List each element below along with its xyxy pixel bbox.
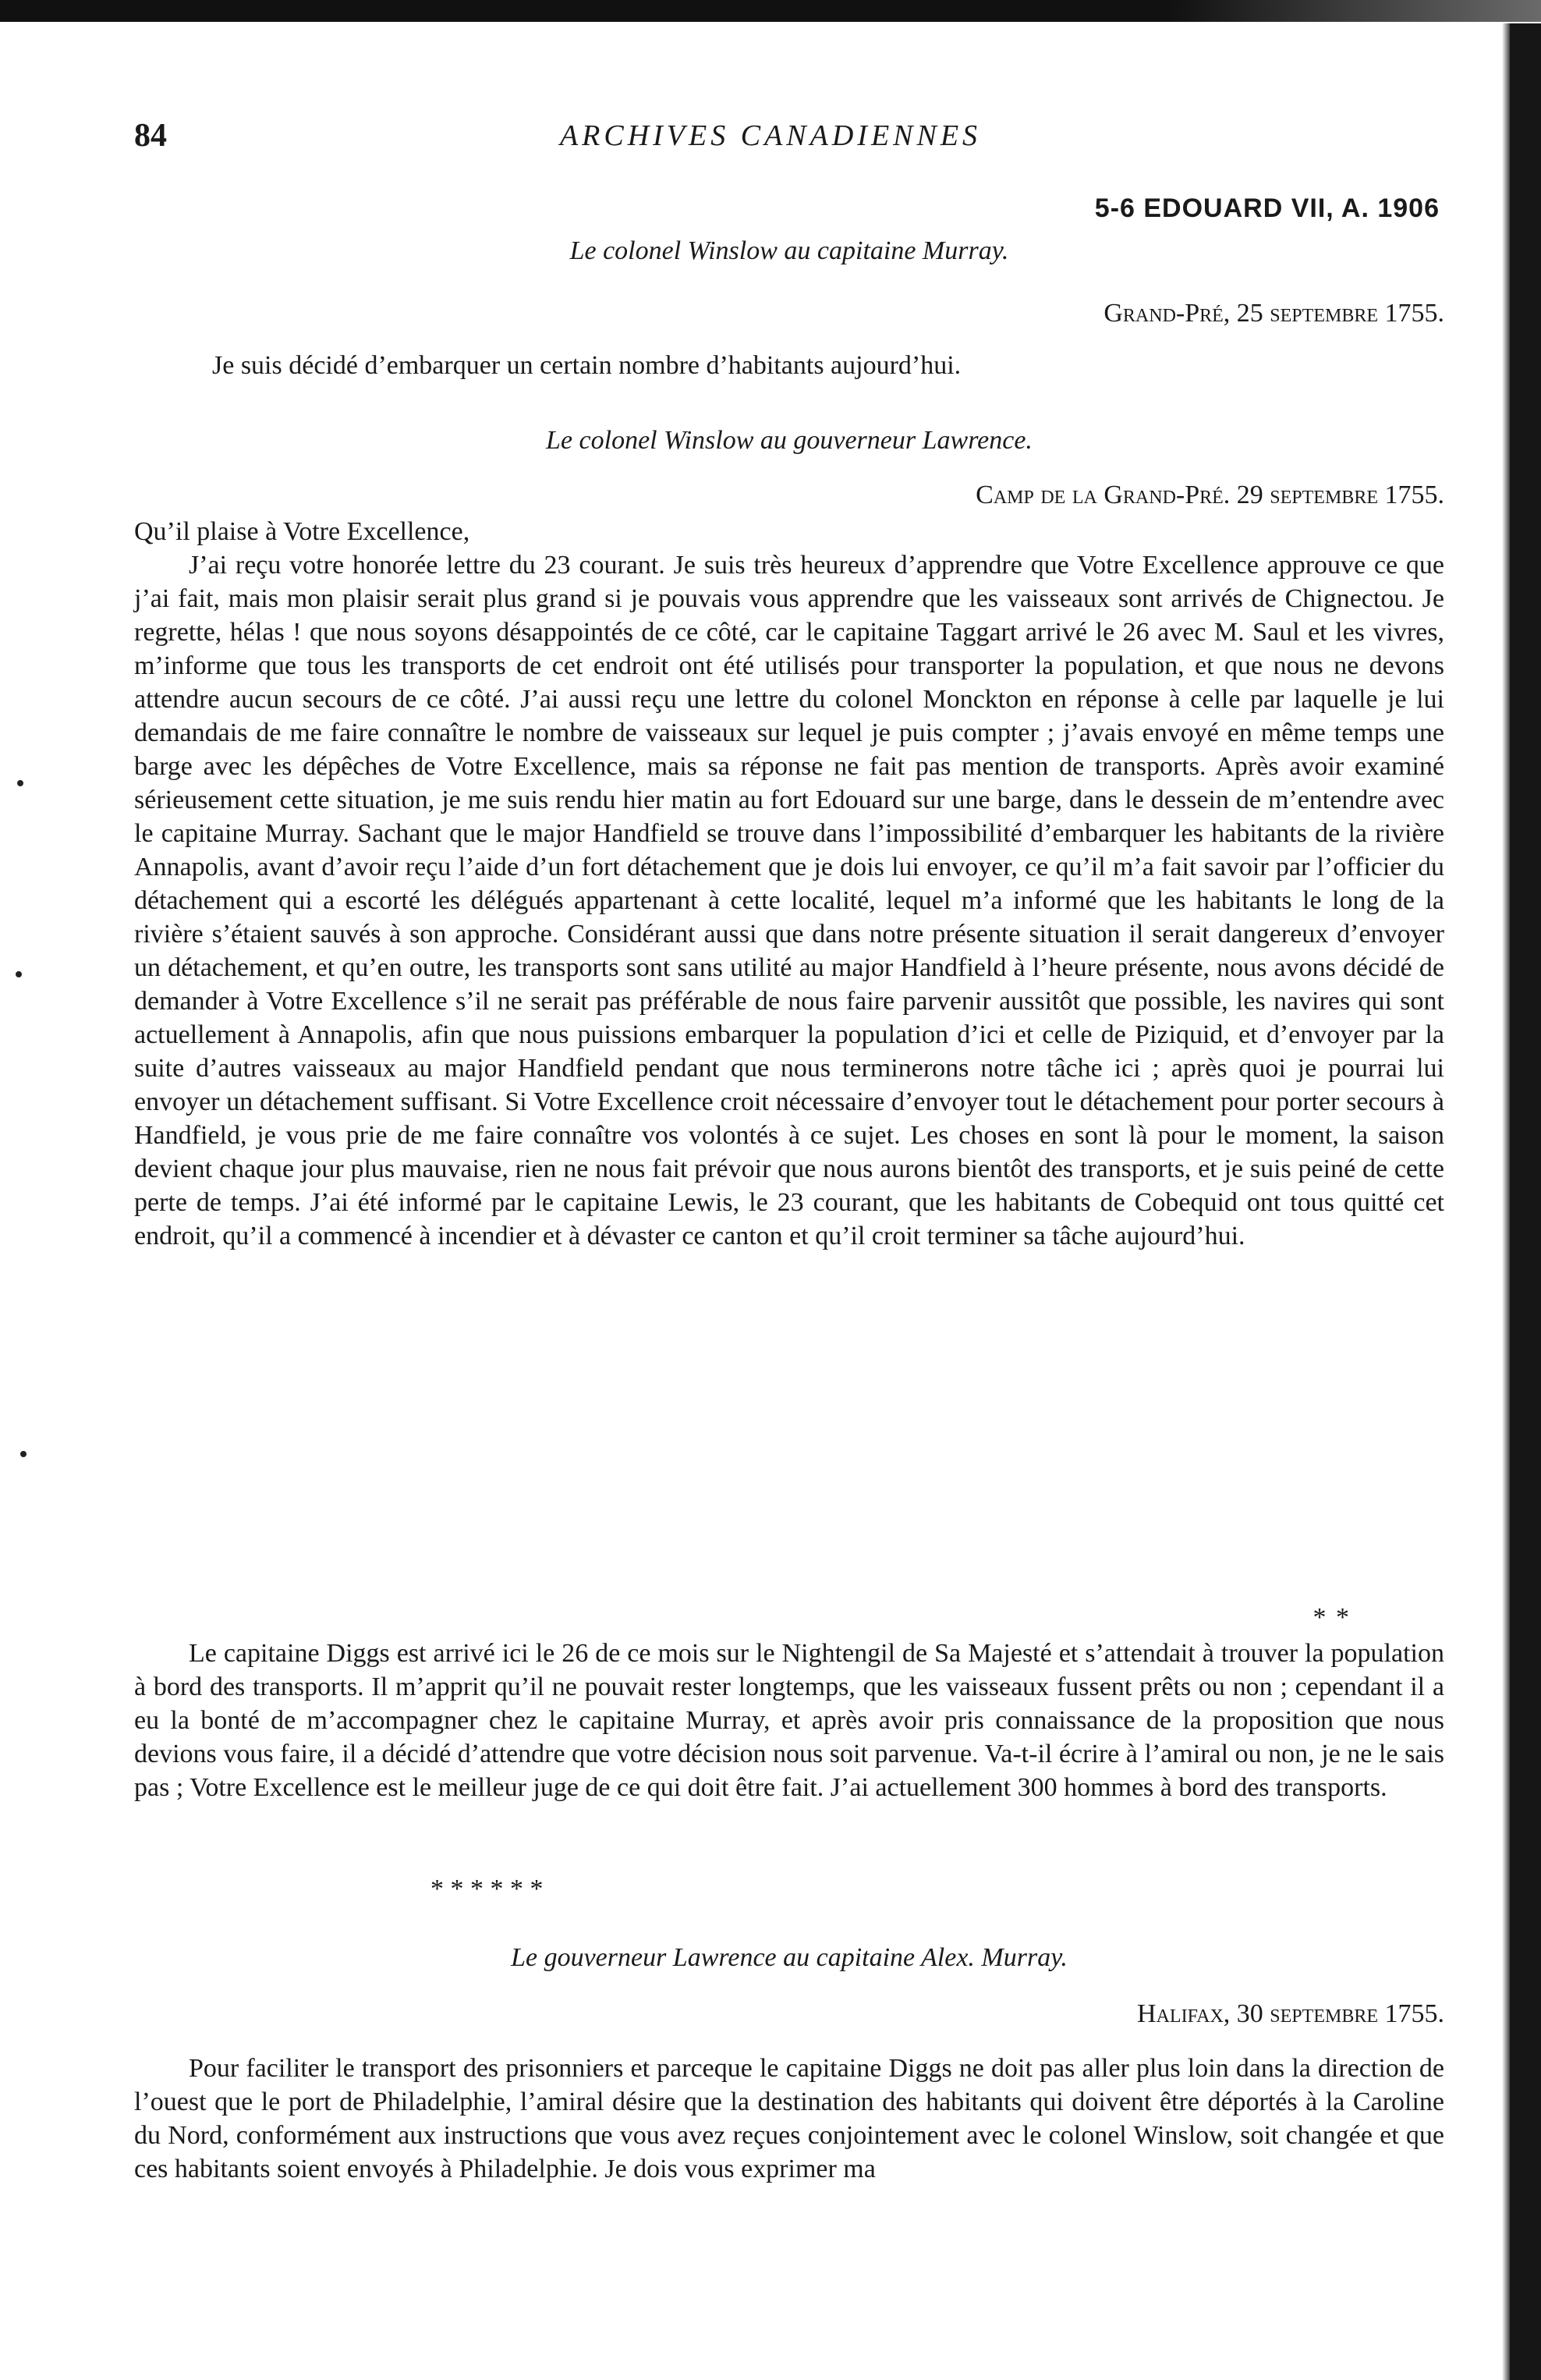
right-scan-shadow xyxy=(1502,23,1510,2380)
margin-speck xyxy=(16,971,22,977)
running-title: ARCHIVES CANADIENNES xyxy=(559,119,982,152)
letter3-heading: Le gouverneur Lawrence au capitaine Alex. Murray. xyxy=(511,1943,1068,1972)
letter3-dateline: Halifax, 30 septembre 1755. xyxy=(1137,1999,1444,2028)
letter1-dateline: Grand-Pré, 25 septembre 1755. xyxy=(1103,299,1444,328)
page-number: 84 xyxy=(134,118,167,154)
letter2-paragraph-2: Le capitaine Diggs est arrivé ici le 26 de ce mois sur le Nightengil de Sa Majesté et s’attendait à trouver la population à bord des transports. Il m’apprit qu’il ne pouvait rester longtemps, que les vaisseaux fussent prêts ou non ; cependant il a eu la bonté de m’accompagner chez le capitaine Murray, et après avoir pris connaissance de la proposition que nous devions vous faire, il a décidé d’attendre que votre décision nous soit parvenue. Va-t-il écrire à l’amiral ou non, je ne le sais pas ; Votre Excellence est le meilleur juge de ce qui doit être fait. J’ai actuellement 300 hommes à bord des transports. xyxy=(134,1639,1444,1802)
letter2-ellipsis-stars-1: * * xyxy=(1313,1603,1351,1632)
letter2-dateline: Camp de la Grand-Pré. 29 septembre 1755. xyxy=(976,481,1444,509)
right-scan-border xyxy=(1510,23,1541,2380)
top-scan-border-fade xyxy=(1170,0,1541,22)
letter1-heading: Le colonel Winslow au capitaine Murray. xyxy=(569,236,1009,265)
session-label: 5-6 EDOUARD VII, A. 1906 xyxy=(1094,193,1440,223)
letter2-salutation: Qu’il plaise à Votre Excellence, xyxy=(134,517,470,546)
letter2-heading: Le colonel Winslow au gouverneur Lawrence. xyxy=(546,426,1033,455)
margin-speck xyxy=(17,780,23,786)
letter1-body: Je suis décidé d’embarquer un certain nombre d’habitants aujourd’hui. xyxy=(212,351,962,380)
letter2-ellipsis-stars-2: * * * * * * xyxy=(430,1875,544,1903)
letter2-paragraph-1: J’ai reçu votre honorée lettre du 23 courant. Je suis très heureux d’apprendre que Votre Excellence approuve ce que j’ai fait, mais mon plaisir serait plus grand si je pouvais vous apprendre que les vaisseaux sont arrivés de Chignectou. Je regrette, hélas ! que nous soyons désappointés de ce côté, car le capitaine Taggart arrivé le 26 avec M. Saul et les vivres, m’informe que tous les transports de cet endroit ont été utilisés pour transporter la population, et que nous ne devons attendre aucun secours de ce côté. J’ai aussi reçu une lettre du colonel Monckton en réponse à celle par laquelle je lui demandais de me faire connaître le nombre de vaisseaux sur lequel je puis compter ; j’avais envoyé en même temps une barge avec les dépêches de Votre Excellence, mais sa réponse ne fait pas mention de transports. Après avoir examiné sérieusement cette situation, je me suis rendu hier matin au fort Edouard sur une barge, dans le dessein de m’entendre avec le capitaine Murray. Sachant que le major Handfield se trouve dans l’impossibilité d’embarquer les habitants de la rivière Annapolis, avant d’avoir reçu l’aide d’un fort détachement que je dois lui envoyer, ce qu’il m’a fait savoir par l’officier du détachement qui a escorté les délégués appartenant à cette localité, lequel m’a informé que les habitants le long de la rivière s’étaient sauvés à son approche. Considérant aussi que dans notre présente situation il serait dangereux d’envoyer un détachement, et qu’en outre, les transports sont sans utilité au major Handfield à l’heure présente, nous avons décidé de demander à Votre Excellence s’il ne serait pas préférable de nous faire parvenir aussitôt que possible, les navires qui sont actuellement à Annapolis, afin que nous puissions embarquer la population d’ici et celle de Piziquid, et d’envoyer par la suite d’autres vaisseaux au major Handfield pendant que nous terminerons notre tâche ici ; après quoi je pourrai lui envoyer un détachement suffisant. Si Votre Excellence croit nécessaire d’envoyer tout le détachement pour porter secours à Handfield, je vous prie de me faire connaître vos volontés à ce sujet. Les choses en sont là pour le moment, la saison devient chaque jour plus mauvaise, rien ne nous fait prévoir que nous aurons bientôt des transports, et je suis peiné de cette perte de temps. J’ai été informé par le capitaine Lewis, le 23 courant, que les habitants de Cobequid ont tous quitté cet endroit, qu’il a commencé à incendier et à dévaster ce canton et qu’il croit terminer sa tâche aujourd’hui. xyxy=(134,551,1444,1250)
letter3-paragraph-1: Pour faciliter le transport des prisonniers et parceque le capitaine Diggs ne doit pas aller plus loin dans la direction de l’ouest que le port de Philadelphie, l’amiral désire que la destination des habitants qui doivent être déportés à la Caroline du Nord, conformément aux instructions que vous avez reçues conjointement avec le colonel Winslow, soit changée et que ces habitants soient envoyés à Philadelphie. Je dois vous exprimer ma xyxy=(134,2054,1444,2183)
margin-speck xyxy=(20,1451,27,1457)
